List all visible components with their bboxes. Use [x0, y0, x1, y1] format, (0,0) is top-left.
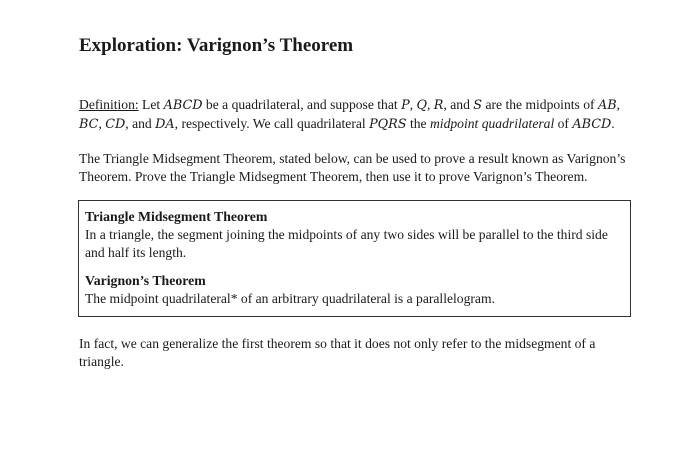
definition-text: , and — [443, 97, 474, 112]
definition-text: , — [98, 116, 106, 131]
math-q: Q — [416, 98, 427, 113]
definition-text: . — [611, 116, 615, 131]
math-p: P — [401, 98, 410, 113]
theorem-title: Varignon’s Theorem — [85, 273, 206, 288]
definition-text: are the midpoints of — [482, 97, 598, 112]
definition-paragraph — [79, 96, 639, 134]
definition-text: , — [616, 97, 621, 112]
definition-text: , — [427, 97, 434, 112]
math-ab: AB — [597, 98, 617, 113]
closing-paragraph: In fact, we can generalize the first theorem so that it does not only refer to the midsegment of a triangle. — [79, 336, 596, 369]
math-s: S — [473, 98, 483, 113]
theorem-spacer — [85, 262, 630, 272]
math-r: R — [433, 98, 444, 113]
math-abcd: ABCD — [572, 117, 612, 132]
definition-text: Let — [138, 97, 164, 112]
definition-text: , respectively. We call quadrilateral — [174, 116, 370, 131]
intro-paragraph: The Triangle Midsegment Theorem, stated below, can be used to prove a result known as Varignon’s Theorem. Prove the Triangle Midsegment Theorem, then use it to prove Varignon’s Theorem. — [79, 151, 626, 184]
math-da: DA — [155, 117, 175, 132]
definition-text: of — [554, 116, 573, 131]
math-bc: BC — [79, 117, 99, 132]
definition-text: , and — [125, 116, 156, 131]
definition-text: , — [409, 97, 417, 112]
theorem-statement: The midpoint quadrilateral* of an arbitrary quadrilateral is a parallelogram. — [85, 291, 495, 306]
definition-label: Definition: — [79, 97, 139, 112]
document-page — [79, 34, 639, 371]
math-cd: CD — [105, 117, 126, 132]
theorem-box — [78, 200, 631, 317]
definition-text: the — [406, 116, 430, 131]
theorem-title: Triangle Midsegment Theorem — [85, 209, 268, 224]
definition-text: be a quadrilateral, and suppose that — [202, 97, 402, 112]
theorem-statement: In a triangle, the segment joining the midpoints of any two sides will be parallel to the third side and half its length. — [85, 227, 608, 260]
math-pqrs: PQRS — [369, 117, 407, 132]
math-abcd: ABCD — [163, 98, 203, 113]
definition-term: midpoint quadrilateral — [429, 116, 555, 131]
page-title: Exploration: Varignon’s Theorem — [79, 35, 354, 56]
